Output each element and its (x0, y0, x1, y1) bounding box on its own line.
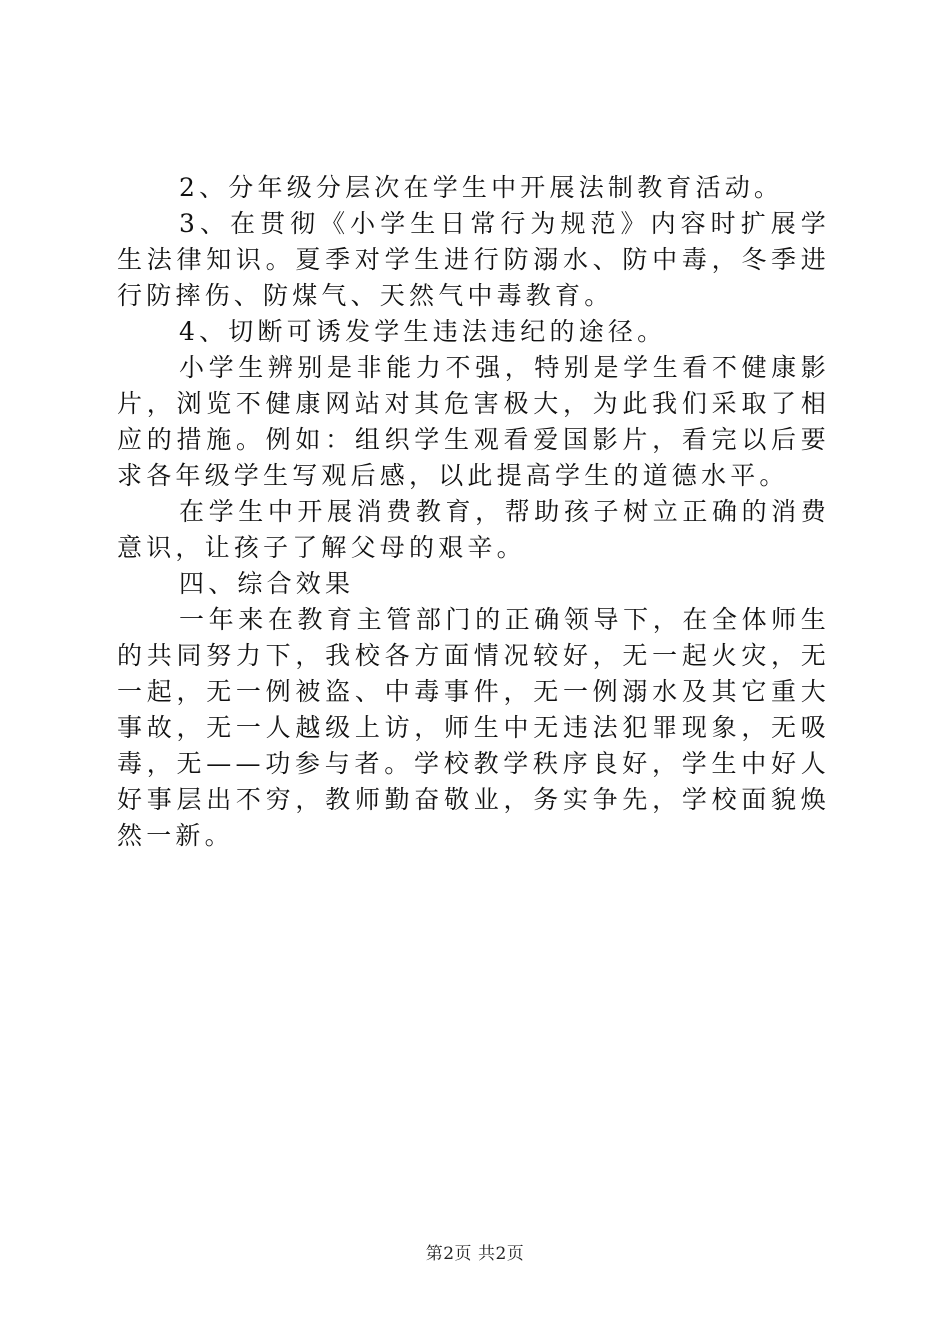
paragraph-item-4: 4、切断可诱发学生违法违纪的途径。 (179, 317, 667, 346)
paragraph-summary: 一年来在教育主管部门的正确领导下，在全体师生的共同努力下，我校各方面情况较好，无一起火灾，无一起，无一例被盗、中毒事件，无一例溺水及其它重大事故，无一人越级上访，师生中无违法犯罪现象，无吸毒，无——功参与者。学校教学秩序良好，学生中好人好事层出不穷，教师勤奋敬业，务实争先，学校面貌焕然一新。 (117, 605, 830, 850)
paragraph-item-3: 3、在贯彻《小学生日常行为规范》内容时扩展学生法律知识。夏季对学生进行防溺水、防中毒，冬季进行防摔伤、防煤气、天然气中毒教育。 (117, 209, 830, 310)
document-body (117, 170, 830, 854)
page-footer: 第2页 共2页 (425, 1244, 525, 1264)
paragraph-discernment: 小学生辨别是非能力不强，特别是学生看不健康影片，浏览不健康网站对其危害极大，为此我们采取了相应的措施。例如：组织学生观看爱国影片，看完以后要求各年级学生写观后感，以此提高学生的道德水平。 (117, 353, 830, 490)
paragraph-consumption-education: 在学生中开展消费教育，帮助孩子树立正确的消费意识，让孩子了解父母的艰辛。 (117, 497, 830, 562)
paragraph-item-2: 2、分年级分层次在学生中开展法制教育活动。 (179, 173, 784, 202)
section-heading-overall-effect: 四、综合效果 (179, 569, 355, 598)
